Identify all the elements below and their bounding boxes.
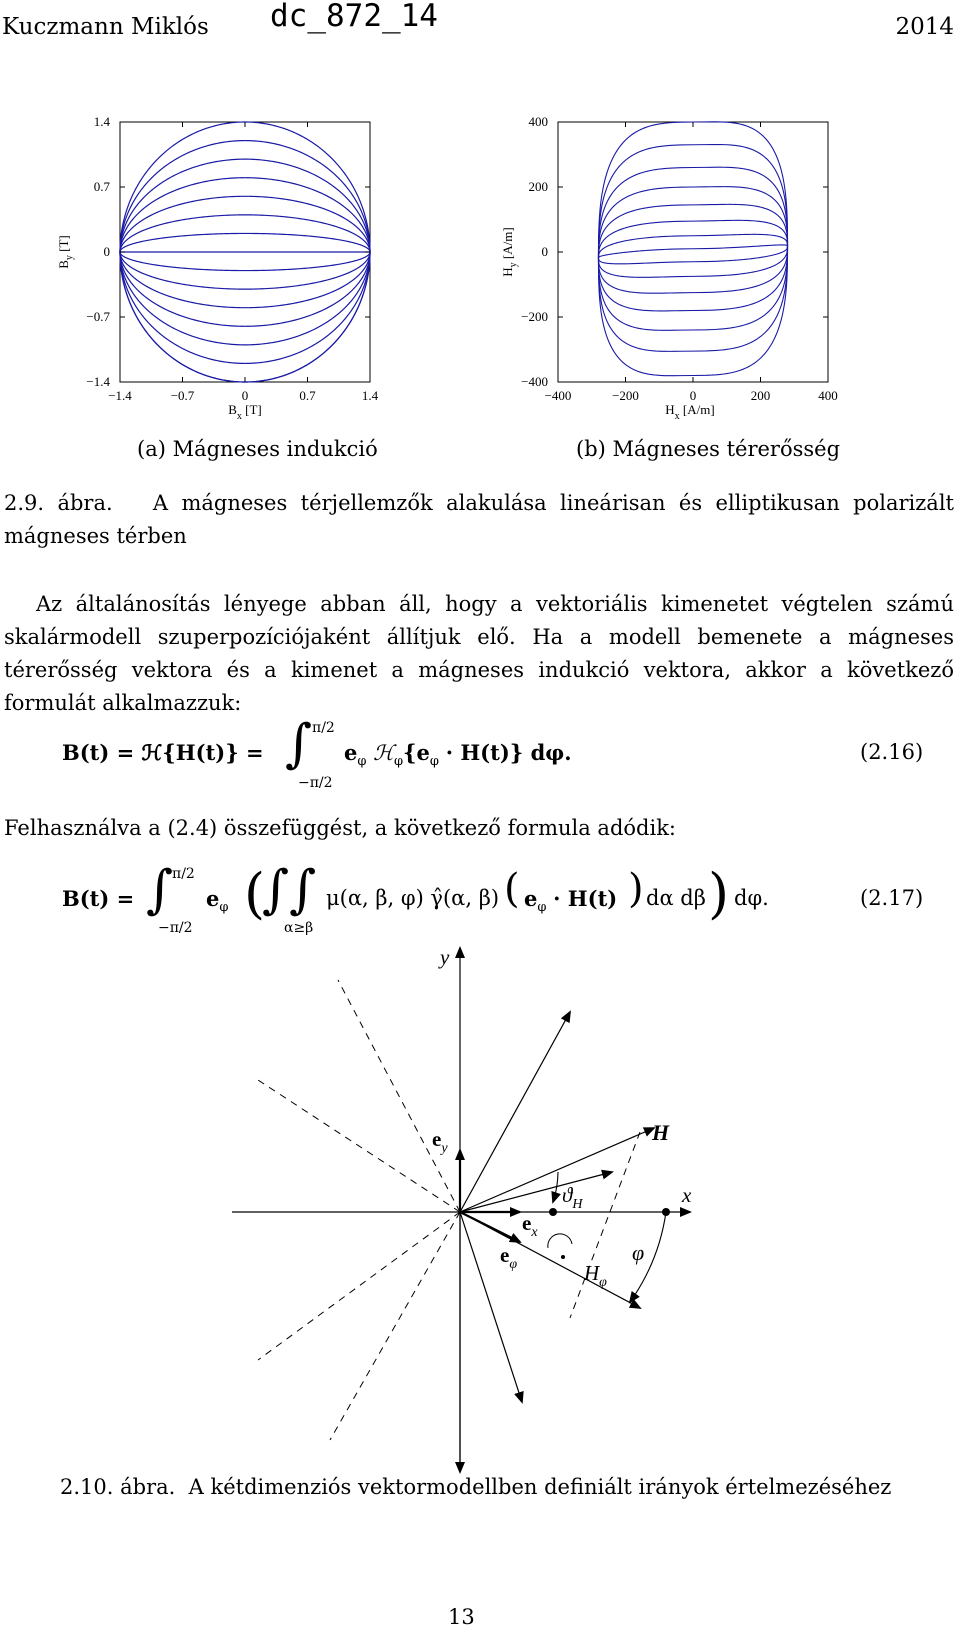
field-curve-12 — [599, 246, 788, 330]
y-tick-label: 1.4 — [93, 114, 110, 129]
label-theta: $ϑ_H$ — [562, 1183, 583, 1212]
point-ex — [549, 1208, 557, 1216]
dashed-line-4 — [330, 1212, 460, 1440]
equation-2-16 — [0, 714, 960, 810]
plot-b-xlabel: $H_x$ [A/m] — [665, 402, 715, 422]
eq217-diff: dα dβ — [646, 886, 706, 910]
eq217-inner-paren-open: ( — [504, 866, 520, 912]
eq217-paren-open: ( — [244, 862, 266, 925]
field-curve-4 — [599, 204, 788, 257]
eq216-lhs: B(t) = ℋ{H(t)} = — [62, 740, 264, 765]
field-curve-0 — [599, 122, 788, 258]
x-tick-label: −1.4 — [108, 388, 132, 403]
plot-a-ticks — [86, 114, 378, 403]
eq216-number: (2.16) — [860, 740, 924, 764]
eq216-upper: π/2 — [312, 720, 335, 736]
label-H: H — [652, 1120, 670, 1145]
label-ey: $e_y$ — [432, 1127, 448, 1156]
x-tick-label: 400 — [818, 388, 838, 403]
vector-mid — [460, 1172, 612, 1212]
plot-b-ylabel: $H_y$ [A/m] — [500, 227, 519, 277]
caption-b: (b) Mágneses térerősség — [576, 437, 841, 461]
eq217-integral: ∫ — [146, 860, 174, 920]
eq217-body: μ(α, β, φ) γ̂(α, β) — [326, 886, 500, 910]
induction-curve-8 — [120, 252, 370, 271]
eq216-lower: −π/2 — [298, 775, 333, 791]
header-author: Kuczmann Miklós — [2, 14, 209, 40]
x-tick-label: 0 — [241, 388, 249, 403]
eq217-double-integral: ∫∫ — [262, 860, 317, 920]
plot-a-curves — [120, 122, 370, 382]
eq217-lhs: B(t) = — [62, 886, 135, 911]
field-curve-10 — [599, 246, 788, 293]
header-code: dc_872_14 — [270, 0, 438, 34]
dashed-line-2 — [258, 1080, 460, 1212]
eq216-integral: ∫ — [285, 714, 313, 774]
plot-a-ylabel: $B_y$ [T] — [56, 235, 75, 269]
eq217-number: (2.17) — [860, 886, 924, 910]
induction-curve-10 — [120, 252, 370, 308]
page-number: 13 — [448, 1605, 475, 1629]
y-tick-label: −200 — [521, 309, 548, 324]
induction-curve-4 — [120, 196, 370, 252]
dashed-line-3 — [258, 1212, 460, 1360]
field-curve-3 — [599, 187, 788, 258]
eq217-inner: $e_\varphi \cdot H(t)$ — [524, 886, 618, 916]
y-tick-label: 0.7 — [93, 179, 110, 194]
caption-2-9-number: 2.9. ábra. — [4, 491, 113, 515]
field-curve-11 — [599, 246, 788, 311]
x-tick-label: 0.7 — [299, 388, 316, 403]
induction-curve-0 — [120, 122, 370, 252]
label-ephi: $e_\varphi$ — [500, 1243, 518, 1272]
x-tick-label: −400 — [544, 388, 572, 403]
right-angle-arc — [548, 1234, 572, 1248]
label-ex: $e_x$ — [522, 1211, 538, 1240]
x-tick-label: 0 — [689, 388, 697, 403]
induction-curve-outline — [120, 252, 370, 382]
paragraph-1: Az általánosítás lényege abban áll, hogy a vektoriális kimenetet végtelen számú skalármodell szuperpozíciójaként állítjuk elő. Ha a modell bemenete a mágneses térerősség vektora és a kimenet a mágneses indukció vektora, akkor a következő formulát alkalmazzuk: — [4, 592, 954, 715]
vector-H — [460, 1128, 654, 1212]
x-tick-label: −200 — [612, 388, 639, 403]
equation-2-17 — [0, 862, 960, 952]
right-angle-dot — [561, 1255, 565, 1259]
x-tick-label: 1.4 — [361, 388, 379, 403]
caption-a: (a) Mágneses indukció — [137, 437, 378, 461]
figure-2-9-plots — [0, 0, 960, 440]
eq217-upper: π/2 — [172, 866, 195, 882]
y-tick-label: −0.7 — [86, 309, 110, 324]
label-x: x — [682, 1183, 692, 1207]
paragraph-2: Felhasználva a (2.4) összefüggést, a következő formula adódik: — [4, 816, 676, 840]
label-y: y — [440, 945, 450, 969]
y-tick-label: 200 — [528, 179, 548, 194]
label-phi: φ — [632, 1240, 645, 1265]
caption-2-10-number: 2.10. ábra. — [60, 1475, 176, 1499]
dashed-line-1 — [338, 980, 460, 1212]
eq217-lower: −π/2 — [158, 920, 193, 936]
eq217-region: α≥β — [284, 920, 314, 936]
eq217-inner-paren-close: ) — [628, 866, 644, 912]
plot-b-ticks — [521, 114, 838, 403]
eq216-body: $e_\varphi$ $ℋ_\varphi\{e_\varphi \cdot H(t)\}$ dφ. — [344, 740, 572, 770]
x-tick-label: 200 — [750, 388, 771, 403]
x-tick-label: −0.7 — [170, 388, 195, 403]
figure-2-10-caption — [60, 1475, 891, 1499]
plot-a-xlabel: $B_x$ [T] — [228, 402, 262, 422]
figure-2-10-diagram — [0, 940, 960, 1480]
y-tick-label: −1.4 — [86, 374, 110, 389]
y-tick-label: 0 — [103, 244, 110, 259]
vector-upper-right — [460, 1012, 570, 1212]
eq217-e: $e_\varphi$ — [206, 886, 229, 916]
y-tick-label: 400 — [528, 114, 548, 129]
eq217-tail: dφ. — [734, 886, 769, 910]
caption-2-9-text: A mágneses térjellemzők alakulása lineárisan és elliptikusan polarizált mágneses térben — [4, 491, 954, 548]
y-tick-label: 0 — [541, 244, 548, 259]
header-year: 2014 — [895, 14, 954, 40]
caption-2-10-text: A kétdimenziós vektormodellben definiált irányok értelmezéséhez — [188, 1475, 892, 1499]
eq217-paren-close: ) — [708, 862, 730, 925]
field-curve-7 — [599, 245, 788, 258]
y-tick-label: −400 — [521, 374, 548, 389]
vector-ephi-unit — [460, 1212, 520, 1242]
induction-curve-6 — [120, 233, 370, 252]
label-Hphi: $H_\varphi$ — [584, 1261, 607, 1290]
induction-curve-14 — [120, 252, 370, 382]
plot-b-curves — [599, 122, 788, 376]
figure-2-9-caption — [4, 487, 954, 553]
